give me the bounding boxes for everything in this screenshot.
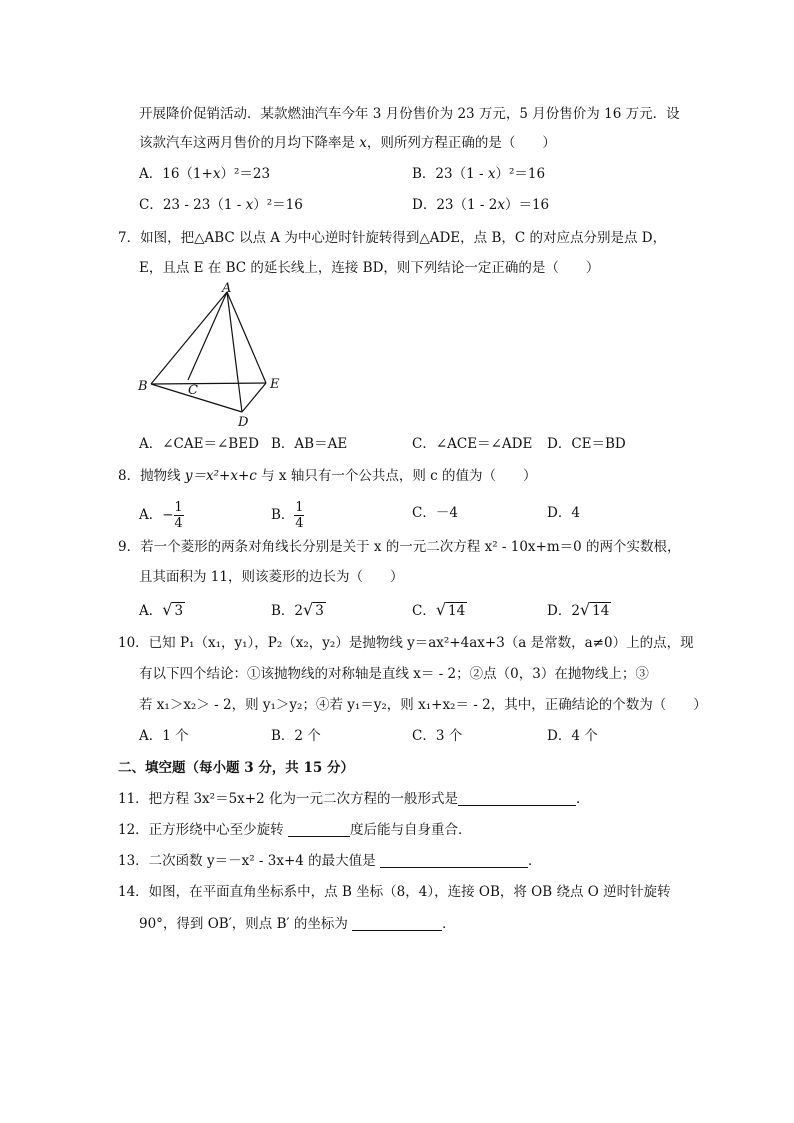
q10-line-1: 10．已知 P₁（x₁，y₁），P₂（x₂，y₂）是抛物线 y＝ax²+4ax+3（a 是常数，a≠0）上的点，现 <box>118 635 694 651</box>
q8-option-b[interactable] <box>271 500 304 531</box>
segment-ac <box>188 292 227 380</box>
numerator: 1 <box>174 500 183 515</box>
answer-blank[interactable] <box>352 916 442 931</box>
radicand: 14 <box>592 603 610 619</box>
q12-line <box>118 820 471 840</box>
q6-line-2-tail: ，则所列方程正确的是（ ） <box>366 135 556 151</box>
radical-sign: √ <box>303 600 314 619</box>
q12-text: 12．正方形绕中心至少旋转 <box>118 822 288 838</box>
section-heading: 二、填空题（每小题 3 分，共 15 分） <box>118 760 354 776</box>
q8-line <box>118 466 536 486</box>
q7-option-b[interactable]: B．AB＝AE <box>271 436 348 452</box>
q9-option-d[interactable] <box>547 600 611 621</box>
q10-option-b[interactable]: B．2 个 <box>271 728 321 744</box>
q6-option-c[interactable] <box>139 195 303 215</box>
q10-line-2: 有以下四个结论：①该抛物线的对称轴是直线 x＝ - 2；②点（0，3）在抛物线上；③ <box>139 666 649 682</box>
option-text-tail: ）²＝16 <box>253 197 303 213</box>
q14-line-1: 14．如图，在平面直角坐标系中，点 B 坐标（8，4），连接 OB，将 OB 绕点 O 逆时针旋转 <box>118 884 671 900</box>
q9-line-1: 9．若一个菱形的两条对角线长分别是关于 x 的一元二次方程 x² - 10x+m＝0 的两个实数根， <box>118 539 681 555</box>
option-text-tail: ）²＝16 <box>495 166 546 182</box>
q6-var: x <box>359 135 367 151</box>
q9-option-c[interactable] <box>412 600 467 621</box>
option-label: D． <box>547 603 572 619</box>
option-text-tail: ）²＝23 <box>220 166 271 182</box>
q11-tail: ． <box>575 791 590 807</box>
answer-blank[interactable] <box>380 853 528 868</box>
q9-option-b[interactable] <box>271 600 326 621</box>
point-a-label: A <box>222 281 232 296</box>
q8-option-a[interactable] <box>139 500 184 531</box>
option-label: C． <box>412 603 436 619</box>
point-d-label: D <box>238 415 249 430</box>
option-label: D． <box>412 197 437 213</box>
q13-line <box>118 851 541 871</box>
q11-text: 11．把方程 3x²＝5x+2 化为一元二次方程的一般形式是 <box>118 791 458 807</box>
option-label: A． <box>139 507 163 523</box>
point-c-label: C <box>188 383 198 398</box>
q6-option-a[interactable] <box>139 164 270 184</box>
option-label: A． <box>139 603 163 619</box>
option-text: 23（1 - 2 <box>436 197 498 213</box>
segment-be <box>151 383 266 384</box>
option-text: 23（1 - <box>435 166 488 182</box>
q10-option-a[interactable]: A．1 个 <box>139 728 189 744</box>
option-label: B． <box>412 166 436 182</box>
q14-tail: ． <box>442 916 456 932</box>
q6-line-2 <box>139 133 556 153</box>
option-label: A． <box>139 166 163 182</box>
radical-sign: √ <box>579 600 591 619</box>
option-text: 23 - 23（1 - <box>162 197 246 213</box>
segment-ab <box>151 292 227 384</box>
radical-sign: √ <box>435 600 447 619</box>
answer-blank[interactable] <box>458 791 576 806</box>
radicand: 3 <box>174 603 184 619</box>
option-var: x <box>497 197 505 213</box>
q13-text: 13．二次函数 y＝－x² - 3x+4 的最大值是 <box>118 853 380 869</box>
option-text: 16（1+ <box>162 166 213 182</box>
q10-line-3: 若 x₁＞x₂＞ - 2，则 y₁＞y₂；④若 y₁＝y₂，则 x₁+x₂＝ - 2，其中，正确结论的个数为（ ） <box>139 697 707 713</box>
option-sign: − <box>162 507 174 523</box>
denominator: 4 <box>295 516 304 531</box>
q6-line-2-text: 该款汽车这两月售价的月均下降率是 <box>139 135 360 151</box>
radicand: 14 <box>448 603 466 619</box>
q7-option-c[interactable]: C．∠ACE＝∠ADE <box>412 436 533 452</box>
numerator: 1 <box>295 500 304 515</box>
q10-option-d[interactable]: D．4 个 <box>547 728 598 744</box>
radical-sign: √ <box>162 600 173 619</box>
radicand: 3 <box>315 603 324 619</box>
option-text-tail: ）＝16 <box>504 197 550 213</box>
option-var: x <box>245 197 254 213</box>
point-e-label: E <box>270 377 280 392</box>
q9-option-a[interactable] <box>139 600 185 621</box>
q9-line-2: 且其面积为 11，则该菱形的边长为（ ） <box>139 569 404 585</box>
segment-de <box>242 383 266 412</box>
q8-equation: y＝x²+x+c <box>184 468 257 484</box>
option-var: x <box>487 166 496 182</box>
point-b-label: B <box>138 379 148 394</box>
denominator: 4 <box>174 516 183 531</box>
q7-option-a[interactable]: A．∠CAE＝∠BED <box>139 436 259 452</box>
q8-option-c[interactable]: C．－4 <box>412 505 458 521</box>
q8-option-d[interactable]: D．4 <box>547 505 580 521</box>
coefficient: 2 <box>294 603 304 619</box>
q6-option-b[interactable] <box>412 164 545 184</box>
q14-text: 90°，得到 OB′，则点 B′ 的坐标为 <box>139 916 353 932</box>
option-label: C． <box>139 197 163 213</box>
option-label: B． <box>271 507 295 523</box>
q6-line-1: 开展降价促销活动．某款燃油汽车今年 3 月份售价为 23 万元，5 月份售价为 16 万元．设 <box>139 106 680 122</box>
q7-line-1: 7．如图，把△ABC 以点 A 为中心逆时针旋转得到△ADE，点 B，C 的对应点分别是点 D， <box>118 230 667 246</box>
q7-line-2: E，且点 E 在 BC 的延长线上，连接 BD，则下列结论一定正确的是（ ） <box>139 260 600 276</box>
q7-option-d[interactable]: D．CE＝BD <box>547 436 626 452</box>
q11-line <box>118 789 589 809</box>
fraction <box>174 500 184 531</box>
q13-tail: ． <box>527 853 542 869</box>
fraction <box>294 500 304 531</box>
answer-blank[interactable] <box>288 822 350 837</box>
q7-figure <box>130 280 300 430</box>
q8-tail: 与 x 轴只有一个公共点，则 c 的值为（ ） <box>256 468 537 484</box>
q10-option-c[interactable]: C．3 个 <box>412 728 463 744</box>
option-var: x <box>212 166 221 182</box>
q8-prefix: 8．抛物线 <box>118 468 185 484</box>
q14-line-2 <box>139 914 456 934</box>
q6-option-d[interactable] <box>412 195 549 215</box>
option-label: B． <box>271 603 295 619</box>
q12-tail: 度后能与自身重合． <box>349 822 472 838</box>
coefficient: 2 <box>571 603 580 619</box>
